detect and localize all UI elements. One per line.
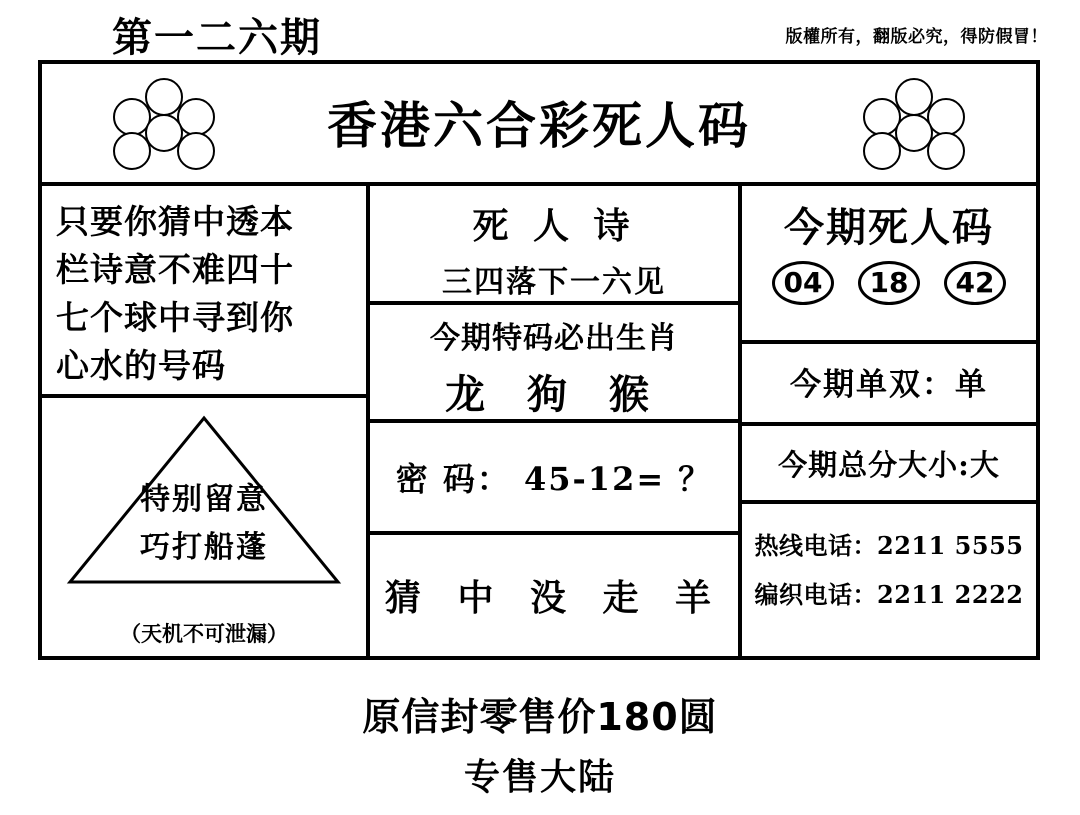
footer — [0, 686, 1080, 800]
special-notice-line1: 特别留意 — [140, 482, 268, 517]
page-title: 香港六合彩死人码 — [327, 97, 751, 155]
zodiac-values: 龙 狗 猴 — [445, 372, 663, 418]
number-ball: 04 — [772, 261, 834, 305]
secret-code-cell — [370, 423, 738, 535]
intro-poem-line: 心水的号码 — [56, 346, 226, 385]
intro-poem-line: 栏诗意不难四十 — [56, 250, 294, 289]
contact-cell — [742, 504, 1036, 656]
number-ball: 18 — [858, 261, 920, 305]
number-ball: 42 — [944, 261, 1006, 305]
death-code-title: 今期死人码 — [784, 205, 994, 251]
death-poem-title: 死 人 诗 — [472, 205, 636, 247]
left-column — [42, 186, 370, 656]
secret-code-text: 密 码： 45-12= ？ — [395, 460, 713, 498]
main-frame — [38, 60, 1040, 660]
weave-value: 2211 2222 — [877, 580, 1024, 609]
size-text: 今期总分大小:大 — [778, 448, 1000, 482]
special-notice-footnote: （天机不可泄漏） — [120, 621, 288, 646]
special-notice-line2: 巧打船蓬 — [140, 530, 268, 565]
death-poem-cell — [370, 186, 738, 305]
header-band — [42, 64, 1036, 186]
hotline-label: 热线电话： — [754, 531, 878, 560]
intro-poem-line: 七个球中寻到你 — [56, 298, 294, 337]
hotline-row — [742, 526, 1036, 561]
zodiac-cell — [370, 305, 738, 423]
body-columns — [42, 186, 1036, 656]
death-code-cell — [742, 186, 1036, 344]
intro-poem-line: 只要你猜中透本 — [56, 202, 294, 241]
issue-title: 第一二六期 — [112, 14, 322, 61]
right-column — [742, 186, 1036, 656]
bottom-phrase-cell — [370, 535, 738, 661]
weave-row — [742, 575, 1036, 610]
weave-label: 编织电话： — [754, 580, 878, 609]
zodiac-title: 今期特码必出生肖 — [430, 321, 678, 356]
footer-region: 专售大陆 — [463, 757, 616, 798]
bottom-phrase-text: 猜 中 没 走 羊 — [384, 577, 724, 619]
hotline-value: 2211 5555 — [877, 531, 1024, 560]
death-code-balls — [742, 261, 1036, 305]
odd-even-text: 今期单双：单 — [790, 367, 988, 403]
middle-column — [370, 186, 742, 656]
special-notice-box — [42, 398, 366, 656]
intro-poem — [42, 186, 366, 398]
size-cell — [742, 426, 1036, 504]
death-poem-text: 三四落下一六见 — [442, 265, 666, 300]
footer-price: 原信封零售价180圆 — [362, 695, 718, 739]
odd-even-cell — [742, 344, 1036, 426]
copyright-notice: 版權所有，翻版必究，得防假冒！ — [785, 27, 1048, 47]
